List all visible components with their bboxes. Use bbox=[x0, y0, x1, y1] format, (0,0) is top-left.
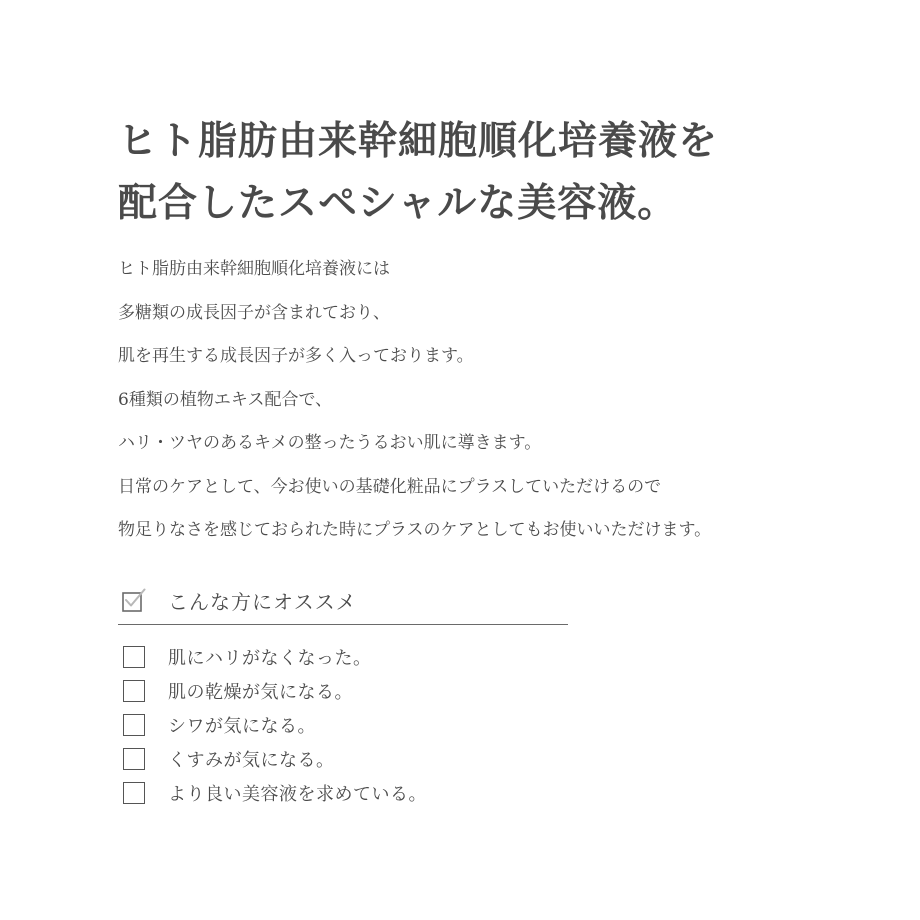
description-line: 多糖類の成長因子が含まれており、 bbox=[118, 302, 390, 323]
checked-box-icon bbox=[122, 588, 146, 612]
description-line: ハリ・ツヤのあるキメの整ったうるおい肌に導きます。 bbox=[118, 433, 542, 453]
headline-line-2: 配合したスペシャルな美容液。 bbox=[118, 180, 678, 226]
checklist-item bbox=[123, 674, 427, 708]
checklist-item-text: 肌にハリがなくなった。 bbox=[168, 648, 372, 669]
checklist-item-text: より良い美容液を求めている。 bbox=[168, 784, 427, 805]
headline bbox=[118, 110, 718, 234]
checklist-item bbox=[123, 742, 427, 776]
checkbox-icon bbox=[123, 748, 145, 770]
checklist-item bbox=[123, 776, 427, 810]
recommend-checklist bbox=[123, 640, 427, 810]
description-line: 肌を再生する成長因子が多く入っております。 bbox=[118, 346, 474, 366]
description-line: 6種類の植物エキス配合で、 bbox=[118, 389, 333, 410]
checkbox-icon bbox=[123, 646, 145, 668]
description-line: 日常のケアとして、今お使いの基礎化粧品にプラスしていただけるので bbox=[118, 476, 662, 497]
headline-line-1: ヒト脂肪由来幹細胞順化培養液を bbox=[118, 118, 719, 164]
checklist-item bbox=[123, 640, 427, 674]
checklist-item-text: シワが気になる。 bbox=[168, 716, 316, 737]
recommend-title: こんな方にオススメ bbox=[168, 590, 357, 614]
checkbox-icon bbox=[123, 680, 145, 702]
checkbox-icon bbox=[123, 714, 145, 736]
checklist-item-text: くすみが気になる。 bbox=[168, 750, 335, 771]
recommend-header bbox=[118, 578, 568, 625]
description bbox=[118, 248, 711, 553]
checklist-item bbox=[123, 708, 427, 742]
description-line: 物足りなさを感じておられた時にプラスのケアとしてもお使いいただけます。 bbox=[118, 520, 712, 540]
description-line: ヒト脂肪由来幹細胞順化培養液には bbox=[118, 259, 390, 279]
checkbox-icon bbox=[123, 782, 145, 804]
checklist-item-text: 肌の乾燥が気になる。 bbox=[168, 682, 353, 703]
